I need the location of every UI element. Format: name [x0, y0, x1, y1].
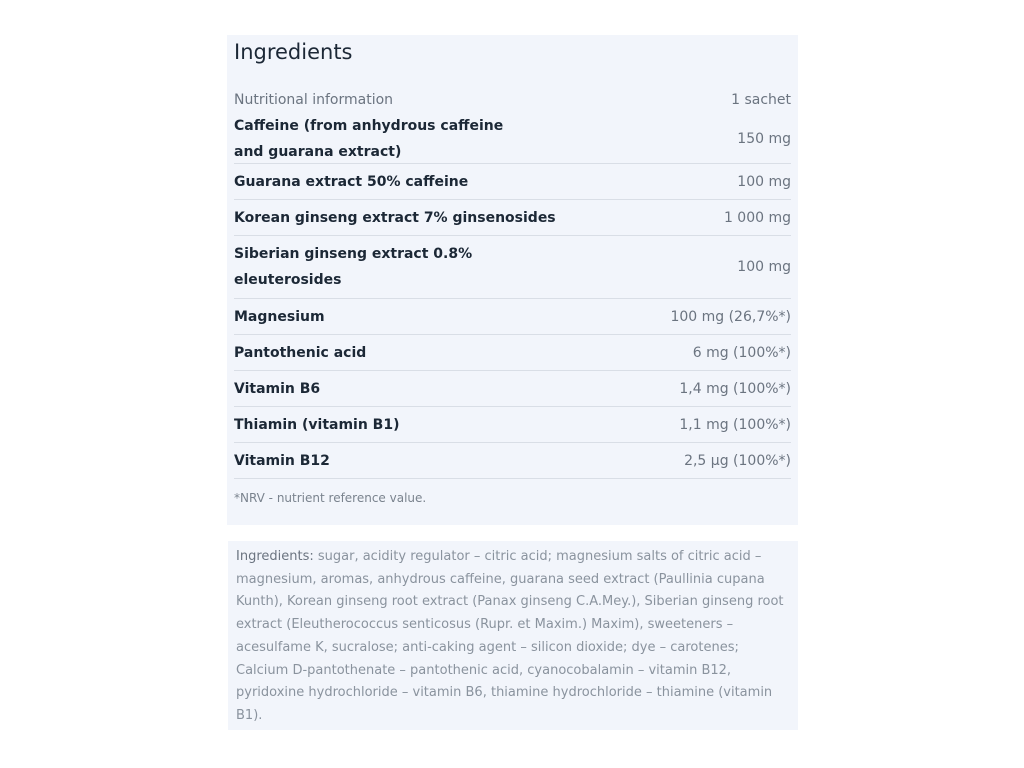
row-value: 6 mg (100%*) [692, 344, 791, 361]
row-value: 2,5 µg (100%*) [684, 452, 791, 469]
row-name: Guarana extract 50% caffeine [234, 173, 469, 190]
row-name: Korean ginseng extract 7% ginsenosides [234, 209, 556, 226]
row-name: Pantothenic acid [234, 344, 367, 361]
table-header [234, 85, 791, 115]
table-row [234, 299, 791, 335]
table-row [234, 200, 791, 236]
row-value: 100 mg [737, 173, 791, 190]
row-value: 150 mg [737, 131, 791, 147]
row-value: 100 mg (26,7%*) [670, 308, 791, 325]
row-name: Caffeine (from anhydrous caffeine and guarana extract) [234, 118, 504, 160]
ingredients-text: sugar, acidity regulator – citric acid; magnesium salts of citric acid – magnesium, aromas, anhydrous caffeine, guarana seed extract (Paullinia cupana Kunth), Korean ginseng root extract (Panax ginseng C.A.Mey.), Siberian ginseng root extract (Eleutherococcus senticosus (Rupr. et Maxim.) Maxim), sweeteners – acesulfame K, sucralose; anti-caking agent – silicon dioxide; dye – carotenes; Calcium D-pantothenate – pantothenic acid, cyanocobalamin – vitamin B12, pyridoxine hydrochloride – vitamin B6, thiamine hydrochloride – thiamine (vitamin B1). [236, 549, 784, 723]
table-row [234, 443, 791, 479]
footnote: *NRV - nutrient reference value. [234, 491, 427, 505]
header-label: Nutritional information [234, 92, 394, 108]
nutrition-panel [227, 35, 798, 525]
table-row [234, 371, 791, 407]
row-value: 100 mg [737, 259, 791, 275]
row-name: Thiamin (vitamin B1) [234, 416, 400, 433]
row-value: 1,4 mg (100%*) [679, 380, 791, 397]
ingredients-label: Ingredients: [236, 549, 314, 564]
page-title: Ingredients [234, 40, 353, 64]
table-row [234, 115, 791, 164]
table-row [234, 335, 791, 371]
ingredients-box [228, 541, 798, 730]
table-row [234, 407, 791, 443]
row-value: 1 000 mg [723, 209, 791, 226]
header-value: 1 sachet [731, 92, 791, 108]
row-value: 1,1 mg (100%*) [679, 416, 791, 433]
row-name: Magnesium [234, 308, 325, 325]
table-row [234, 236, 791, 299]
row-name: Siberian ginseng extract 0.8% eleuterosides [234, 246, 473, 288]
table-row [234, 164, 791, 200]
row-name: Vitamin B12 [234, 452, 330, 469]
row-name: Vitamin B6 [234, 380, 321, 397]
